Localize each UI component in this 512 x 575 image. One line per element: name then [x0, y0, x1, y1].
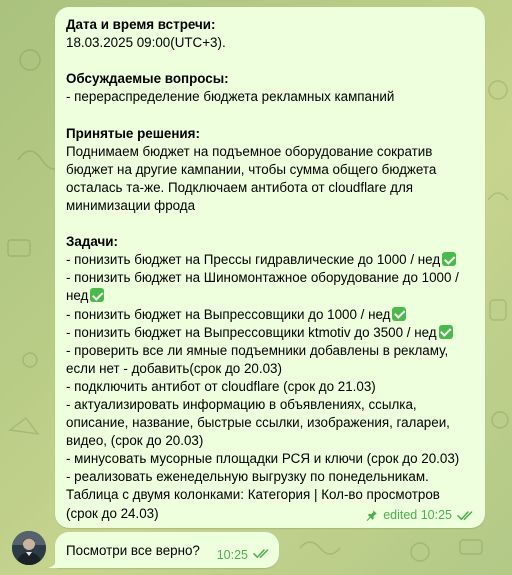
- message-line-text: описание, название, быстрые ссылки, изображения, галареи,: [66, 415, 450, 431]
- message-line: [66, 414, 475, 432]
- message-line: [66, 197, 475, 215]
- message-line-text: бюджет на другие кампании, чтобы сумма общего бюджета: [66, 161, 437, 177]
- message-line: [66, 432, 475, 450]
- edited-timestamp: edited 10:25: [383, 508, 452, 522]
- message-line-text: нед: [66, 288, 89, 304]
- message-line: [66, 106, 475, 124]
- bubble-tail: [48, 556, 60, 568]
- check-mark-icon: [442, 252, 456, 266]
- message-line-text: если нет - добавить(срок до 20.03): [66, 360, 282, 376]
- message-line: [66, 306, 475, 324]
- reply-meta: [217, 548, 271, 562]
- reply-text: Посмотри все верно?: [66, 542, 200, 558]
- message-line: [66, 52, 475, 70]
- message-line-text: Дата и время встречи:: [66, 17, 216, 32]
- message-text: [66, 16, 475, 523]
- message-line: [66, 179, 475, 197]
- reply-bubble[interactable]: [55, 532, 279, 568]
- check-mark-icon: [392, 307, 406, 321]
- reply-timestamp: 10:25: [216, 548, 248, 562]
- message-line: [66, 378, 475, 396]
- message-line: [66, 88, 475, 106]
- message-line: [66, 468, 475, 486]
- message-line-text: Поднимаем бюджет на подъемное оборудование сократив: [66, 143, 433, 159]
- message-heading: [66, 125, 475, 143]
- message-line: [66, 34, 475, 52]
- message-line-text: Обсуждаемые вопросы:: [66, 71, 229, 87]
- message-line-text: - понизить бюджет на Выпрессовщики ktmotiv до 3500 / нед: [66, 324, 437, 340]
- double-check-icon: [457, 510, 475, 521]
- message-line: [66, 486, 475, 504]
- message-line: [66, 360, 475, 378]
- message-line: [66, 324, 475, 342]
- message-line-text: осталась та-же. Подключаем антибота от cloudflare для: [66, 179, 414, 195]
- message-line-text: минимизации фрода: [66, 197, 196, 213]
- double-check-icon: [253, 548, 271, 562]
- message-heading: [66, 233, 475, 251]
- check-mark-icon: [90, 288, 104, 302]
- message-line: [66, 215, 475, 233]
- message-line-text: Принятые решения:: [66, 125, 200, 141]
- message-line-text: (срок до 24.03): [66, 505, 159, 521]
- message-line: [66, 251, 475, 269]
- message-line-text: - перераспределение бюджета рекламных кампаний: [66, 89, 395, 105]
- message-line-text: Задачи:: [66, 234, 118, 250]
- pin-icon: [365, 509, 378, 522]
- message-line-text: - подключить антибот от cloudflare (срок до 21.03): [66, 378, 376, 394]
- message-line: [66, 450, 475, 468]
- message-line: [66, 396, 475, 414]
- message-line: [66, 342, 475, 360]
- message-line-text: - минусовать мусорные площадки РСЯ и ключи (срок до 20.03): [66, 451, 460, 467]
- message-meta: [365, 508, 475, 522]
- message-line: [66, 287, 475, 305]
- message-line: [66, 143, 475, 161]
- message-line-text: - понизить бюджет на Выпрессовщики до 1000 / нед: [66, 306, 391, 322]
- message-line-text: - актуализировать информацию в объявлениях, ссылка,: [66, 396, 417, 412]
- message-bubble[interactable]: [55, 7, 485, 528]
- message-heading: [66, 70, 475, 88]
- message-line-text: - понизить бюджет на Шиномонтажное оборудование до 1000 /: [66, 270, 459, 286]
- message-line-text: - понизить бюджет на Прессы гидравлические до 1000 / нед: [66, 252, 441, 268]
- message-line-text: - проверить все ли ямные подъемники добавлены в рекламу,: [66, 342, 449, 358]
- message-line: [66, 269, 475, 287]
- message-line-text: - реализовать еженедельную выгрузку по понедельникам.: [66, 469, 429, 485]
- check-mark-icon: [439, 325, 453, 339]
- message-line: [66, 161, 475, 179]
- message-heading: [66, 16, 475, 34]
- message-line-text: Таблица с двумя колонками: Категория | Кол-во просмотров: [66, 487, 440, 503]
- message-line-text: видео, (срок до 20.03): [66, 433, 204, 449]
- user-avatar[interactable]: [12, 531, 46, 565]
- message-line-text: 18.03.2025 09:00(UTC+3).: [66, 35, 226, 51]
